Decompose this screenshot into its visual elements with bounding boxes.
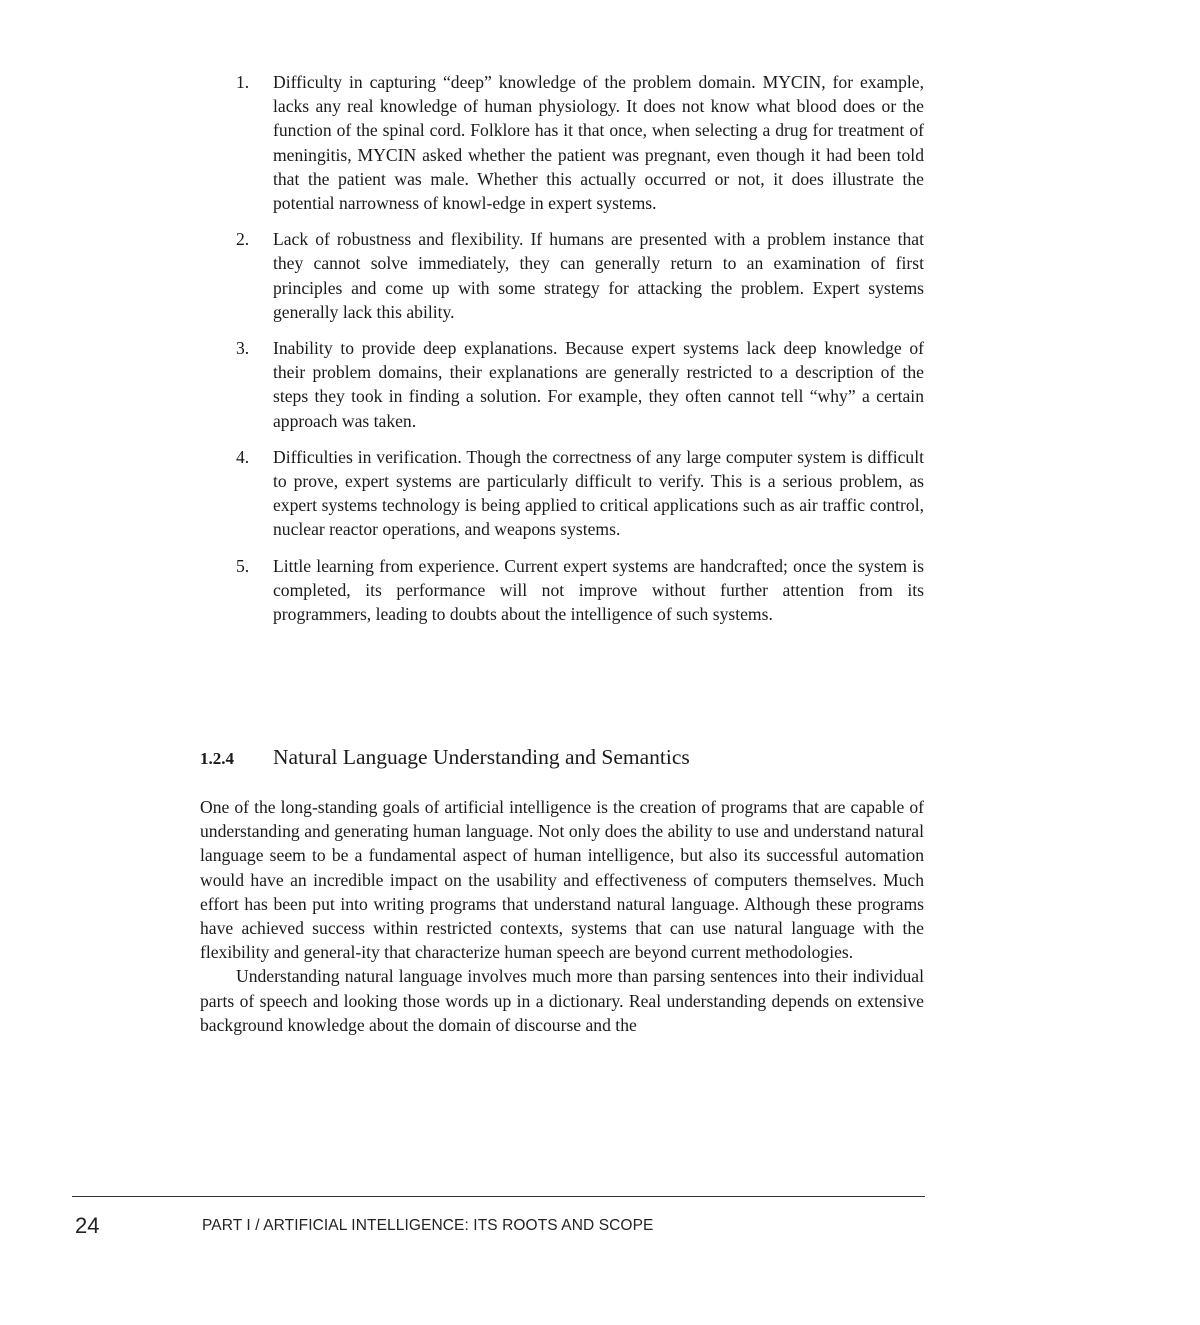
page-number: 24 bbox=[75, 1213, 100, 1238]
footer-divider bbox=[72, 1196, 925, 1197]
list-item-number: 2. bbox=[236, 229, 250, 250]
list-item-text: Difficulties in verification. Though the correctness of any large computer system is difficult to prove, expert systems are particularly difficult to verify. This is a serious problem, as expert systems technology is being applied to critical applications such as air traffic control, nuclear reactor operations, and weapons systems. bbox=[273, 446, 924, 540]
list-item bbox=[200, 554, 924, 627]
body-paragraph: Understanding natural language involves much more than parsing sentences into their individual parts of speech and looking those words up in a dictionary. Real understanding depends on extensive background knowledge about the domain of discourse and the bbox=[200, 966, 924, 1035]
list-item-number: 3. bbox=[236, 338, 250, 359]
section-heading bbox=[200, 745, 924, 775]
list-item-text: Difficulty in capturing “deep” knowledge of the problem domain. MYCIN, for example, lacks any real knowledge of human physiology. It does not know what blood does or the function of the spinal cord. Folklore has it that once, when selecting a drug for treatment of meningitis, MYCIN asked whether the patient was pregnant, even though it had been told that the patient was male. Whether this actually occurred or not, it does illustrate the potential narrowness of knowl-edge in expert systems. bbox=[273, 72, 924, 214]
body-paragraph: One of the long-standing goals of artificial intelligence is the creation of programs that are capable of understanding and generating human language. Not only does the ability to use and understand natural language seem to be a fundamental aspect of human intelligence, but also its successful automation would have an incredible impact on the usability and effectiveness of computers themselves. Much effort has been put into writing programs that understand natural language. Although these programs have achieved success within restricted contexts, systems that can use natural language with the flexibility and general-ity that characterize human speech are beyond current methodologies. bbox=[200, 797, 924, 963]
running-footer-title: PART I / ARTIFICIAL INTELLIGENCE: ITS ROOTS AND SCOPE bbox=[202, 1217, 654, 1234]
list-item bbox=[200, 227, 924, 324]
list-item bbox=[200, 336, 924, 433]
section-body bbox=[200, 795, 924, 1037]
section-number: 1.2.4 bbox=[200, 749, 234, 768]
list-item-number: 1. bbox=[236, 72, 250, 92]
list-item bbox=[200, 70, 924, 215]
list-item-text: Lack of robustness and flexibility. If humans are presented with a problem instance that they cannot solve immediately, they can generally return to an examination of first principles and come up with some strategy for attacking the problem. Expert systems generally lack this ability. bbox=[273, 229, 924, 322]
list-item-number: 5. bbox=[236, 555, 250, 576]
list-item-text: Little learning from experience. Current expert systems are handcrafted; once the system is completed, its performance will not improve without further attention from its programmers, leading to doubts about the intelligence of such systems. bbox=[273, 555, 924, 625]
section-title: Natural Language Understanding and Semantics bbox=[273, 745, 690, 769]
list-item bbox=[200, 445, 924, 542]
list-item-number: 4. bbox=[236, 446, 250, 467]
list-item-text: Inability to provide deep explanations. Because expert systems lack deep knowledge of their problem domains, their explanations are generally restricted to a description of the steps they took in finding a solution. For example, they often cannot tell “why” a certain approach was taken. bbox=[273, 338, 924, 431]
limitations-list bbox=[200, 70, 924, 638]
